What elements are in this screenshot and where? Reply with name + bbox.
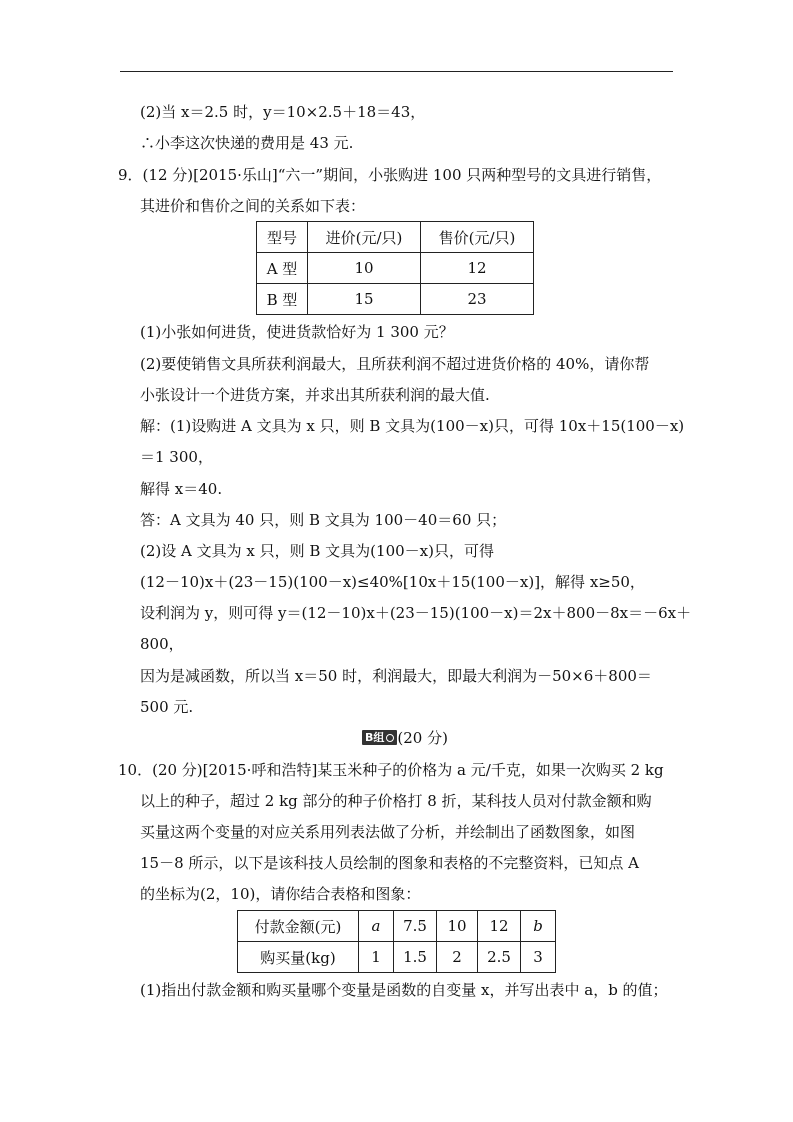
- table-row: [257, 284, 534, 315]
- group-heading: [362, 728, 448, 748]
- table-row: [238, 942, 556, 973]
- question-10-line-3: 买量这两个变量的对应关系用列表法做了分析，并绘制出了函数图象，如图: [140, 823, 636, 841]
- solution-line-10: 500 元.: [140, 698, 194, 716]
- table-cell: 进价(元/只): [308, 222, 421, 253]
- group-b-label: B组: [365, 731, 385, 744]
- question-9-part-2-line-2: 小张设计一个进货方案，并求出其所获利润的最大值.: [140, 386, 490, 404]
- table-cell: 15: [308, 284, 421, 315]
- question-10-line-5: 的坐标为(2，10)，请你结合表格和图象：: [140, 885, 421, 903]
- table-cell: 1.5: [394, 942, 437, 973]
- header-rule: [120, 71, 673, 72]
- solution-line-1: 解：(1)设购进 A 文具为 x 只，则 B 文具为(100－x)只，可得 10x＋15(100－x): [140, 417, 685, 435]
- group-b-badge: [362, 730, 397, 745]
- table-cell: 12: [421, 253, 534, 284]
- question-9-part-1: (1)小张如何进货，使进货款恰好为 1 300 元？: [140, 323, 454, 341]
- question-9-line-1: 9．(12 分)[2015·乐山]“六一”期间，小张购进 100 只两种型号的文具进行销售，: [118, 166, 662, 184]
- table-row: [257, 222, 534, 253]
- solution-line-6: (12－10)x＋(23－15)(100－x)≤40%[10x＋15(100－x)]，解得 x≥50，: [140, 573, 645, 591]
- question-10-line-1: 10．(20 分)[2015·呼和浩特]某玉米种子的价格为 a 元/千克，如果一次购买 2 kg: [118, 761, 664, 779]
- table-cell: 付款金额(元): [238, 911, 359, 942]
- table-cell: A 型: [257, 253, 308, 284]
- solution-line-5: (2)设 A 文具为 x 只，则 B 文具为(100－x)只，可得: [140, 542, 494, 560]
- table-cell: a: [359, 911, 394, 942]
- table-cell: 1: [359, 942, 394, 973]
- question-9-line-2: 其进价和售价之间的关系如下表：: [140, 197, 366, 215]
- purchase-table: [237, 910, 556, 973]
- question-10-part-1: (1)指出付款金额和购买量哪个变量是函数的自变量 x，并写出表中 a，b 的值；: [140, 981, 668, 999]
- table-cell: B 型: [257, 284, 308, 315]
- table-cell: 10: [308, 253, 421, 284]
- price-table: [256, 221, 534, 315]
- table-cell: 售价(元/只): [421, 222, 534, 253]
- table-cell: 型号: [257, 222, 308, 253]
- solution-line-9: 因为是减函数，所以当 x＝50 时，利润最大，即最大利润为－50×6＋800＝: [140, 667, 652, 685]
- table-row: [238, 911, 556, 942]
- question-10-line-4: 15－8 所示，以下是该科技人员绘制的图象和表格的不完整资料，已知点 A: [140, 854, 640, 872]
- solution-line-7: 设利润为 y，则可得 y＝(12－10)x＋(23－15)(100－x)＝2x＋800－8x＝－6x＋: [140, 604, 692, 622]
- table-cell: 购买量(kg): [238, 942, 359, 973]
- solution-line-8: 800，: [140, 635, 184, 653]
- table-cell: 2: [437, 942, 478, 973]
- prev-answer-line-1: (2)当 x＝2.5 时，y＝10×2.5＋18＝43，: [140, 103, 426, 121]
- table-cell: 7.5: [394, 911, 437, 942]
- question-10-line-2: 以上的种子，超过 2 kg 部分的种子价格打 8 折，某科技人员对付款金额和购: [140, 792, 652, 810]
- table-cell: 23: [421, 284, 534, 315]
- question-9-part-2-line-1: (2)要使销售文具所获利润最大，且所获利润不超过进货价格的 40%，请你帮: [140, 355, 650, 373]
- solution-line-2: ＝1 300，: [140, 448, 213, 466]
- solution-line-4: 答：A 文具为 40 只，则 B 文具为 100－40＝60 只；: [140, 511, 507, 529]
- table-cell: b: [521, 911, 556, 942]
- table-cell: 12: [478, 911, 521, 942]
- table-cell: 2.5: [478, 942, 521, 973]
- prev-answer-line-2: ∴小李这次快递的费用是 43 元.: [140, 134, 354, 152]
- group-score: (20 分): [397, 729, 448, 747]
- search-icon: [386, 734, 394, 742]
- solution-line-3: 解得 x＝40.: [140, 480, 223, 498]
- table-cell: 10: [437, 911, 478, 942]
- table-row: [257, 253, 534, 284]
- table-cell: 3: [521, 942, 556, 973]
